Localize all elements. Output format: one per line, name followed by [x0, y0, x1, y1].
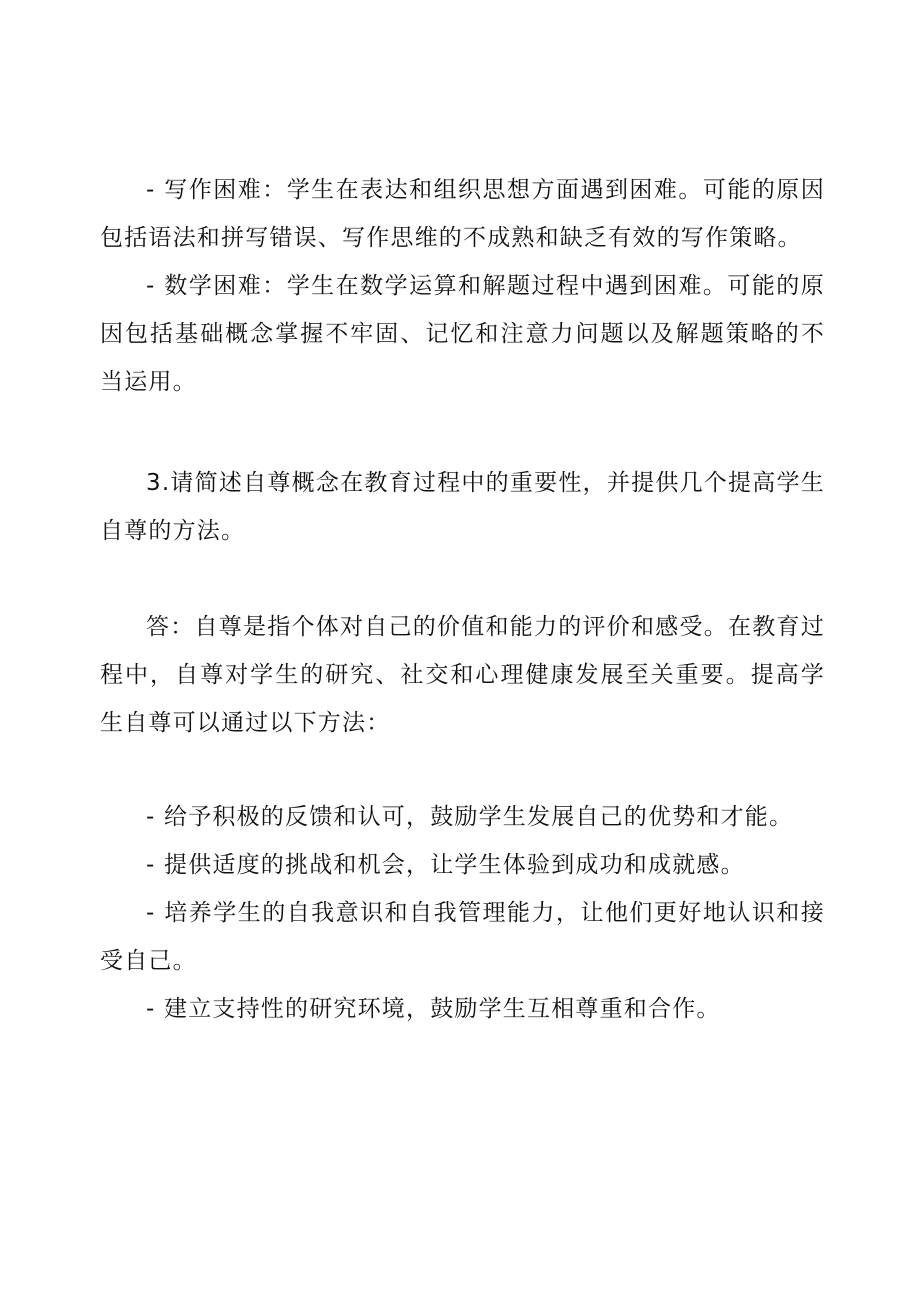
method-item-feedback: - 给予积极的反馈和认可，鼓励学生发展自己的优势和才能。 [146, 804, 794, 830]
method-item-challenge: - 提供适度的挑战和机会，让学生体验到成功和成就感。 [146, 852, 745, 878]
method-item-environment: - 建立支持性的研究环境，鼓励学生互相尊重和合作。 [146, 996, 721, 1022]
method-item-self-awareness: - 培养学生的自我意识和自我管理能力，让他们更好地认识和接受自己。 [100, 900, 825, 974]
writing-difficulty-paragraph: - 写作困难：学生在表达和组织思想方面遇到困难。可能的原因包括语法和拼写错误、写作思维的不成熟和缺乏有效的写作策略。 [100, 177, 825, 251]
answer-paragraph: 答：自尊是指个体对自己的价值和能力的评价和感受。在教育过程中，自尊对学生的研究、社交和心理健康发展至关重要。提高学生自尊可以通过以下方法： [100, 614, 825, 736]
math-difficulty-paragraph: - 数学困难：学生在数学运算和解题过程中遇到困难。可能的原因包括基础概念掌握不牢固、记忆和注意力问题以及解题策略的不当运用。 [100, 273, 825, 395]
question-3-paragraph: 3.请简述自尊概念在教育过程中的重要性，并提供几个提高学生自尊的方法。 [100, 470, 825, 544]
